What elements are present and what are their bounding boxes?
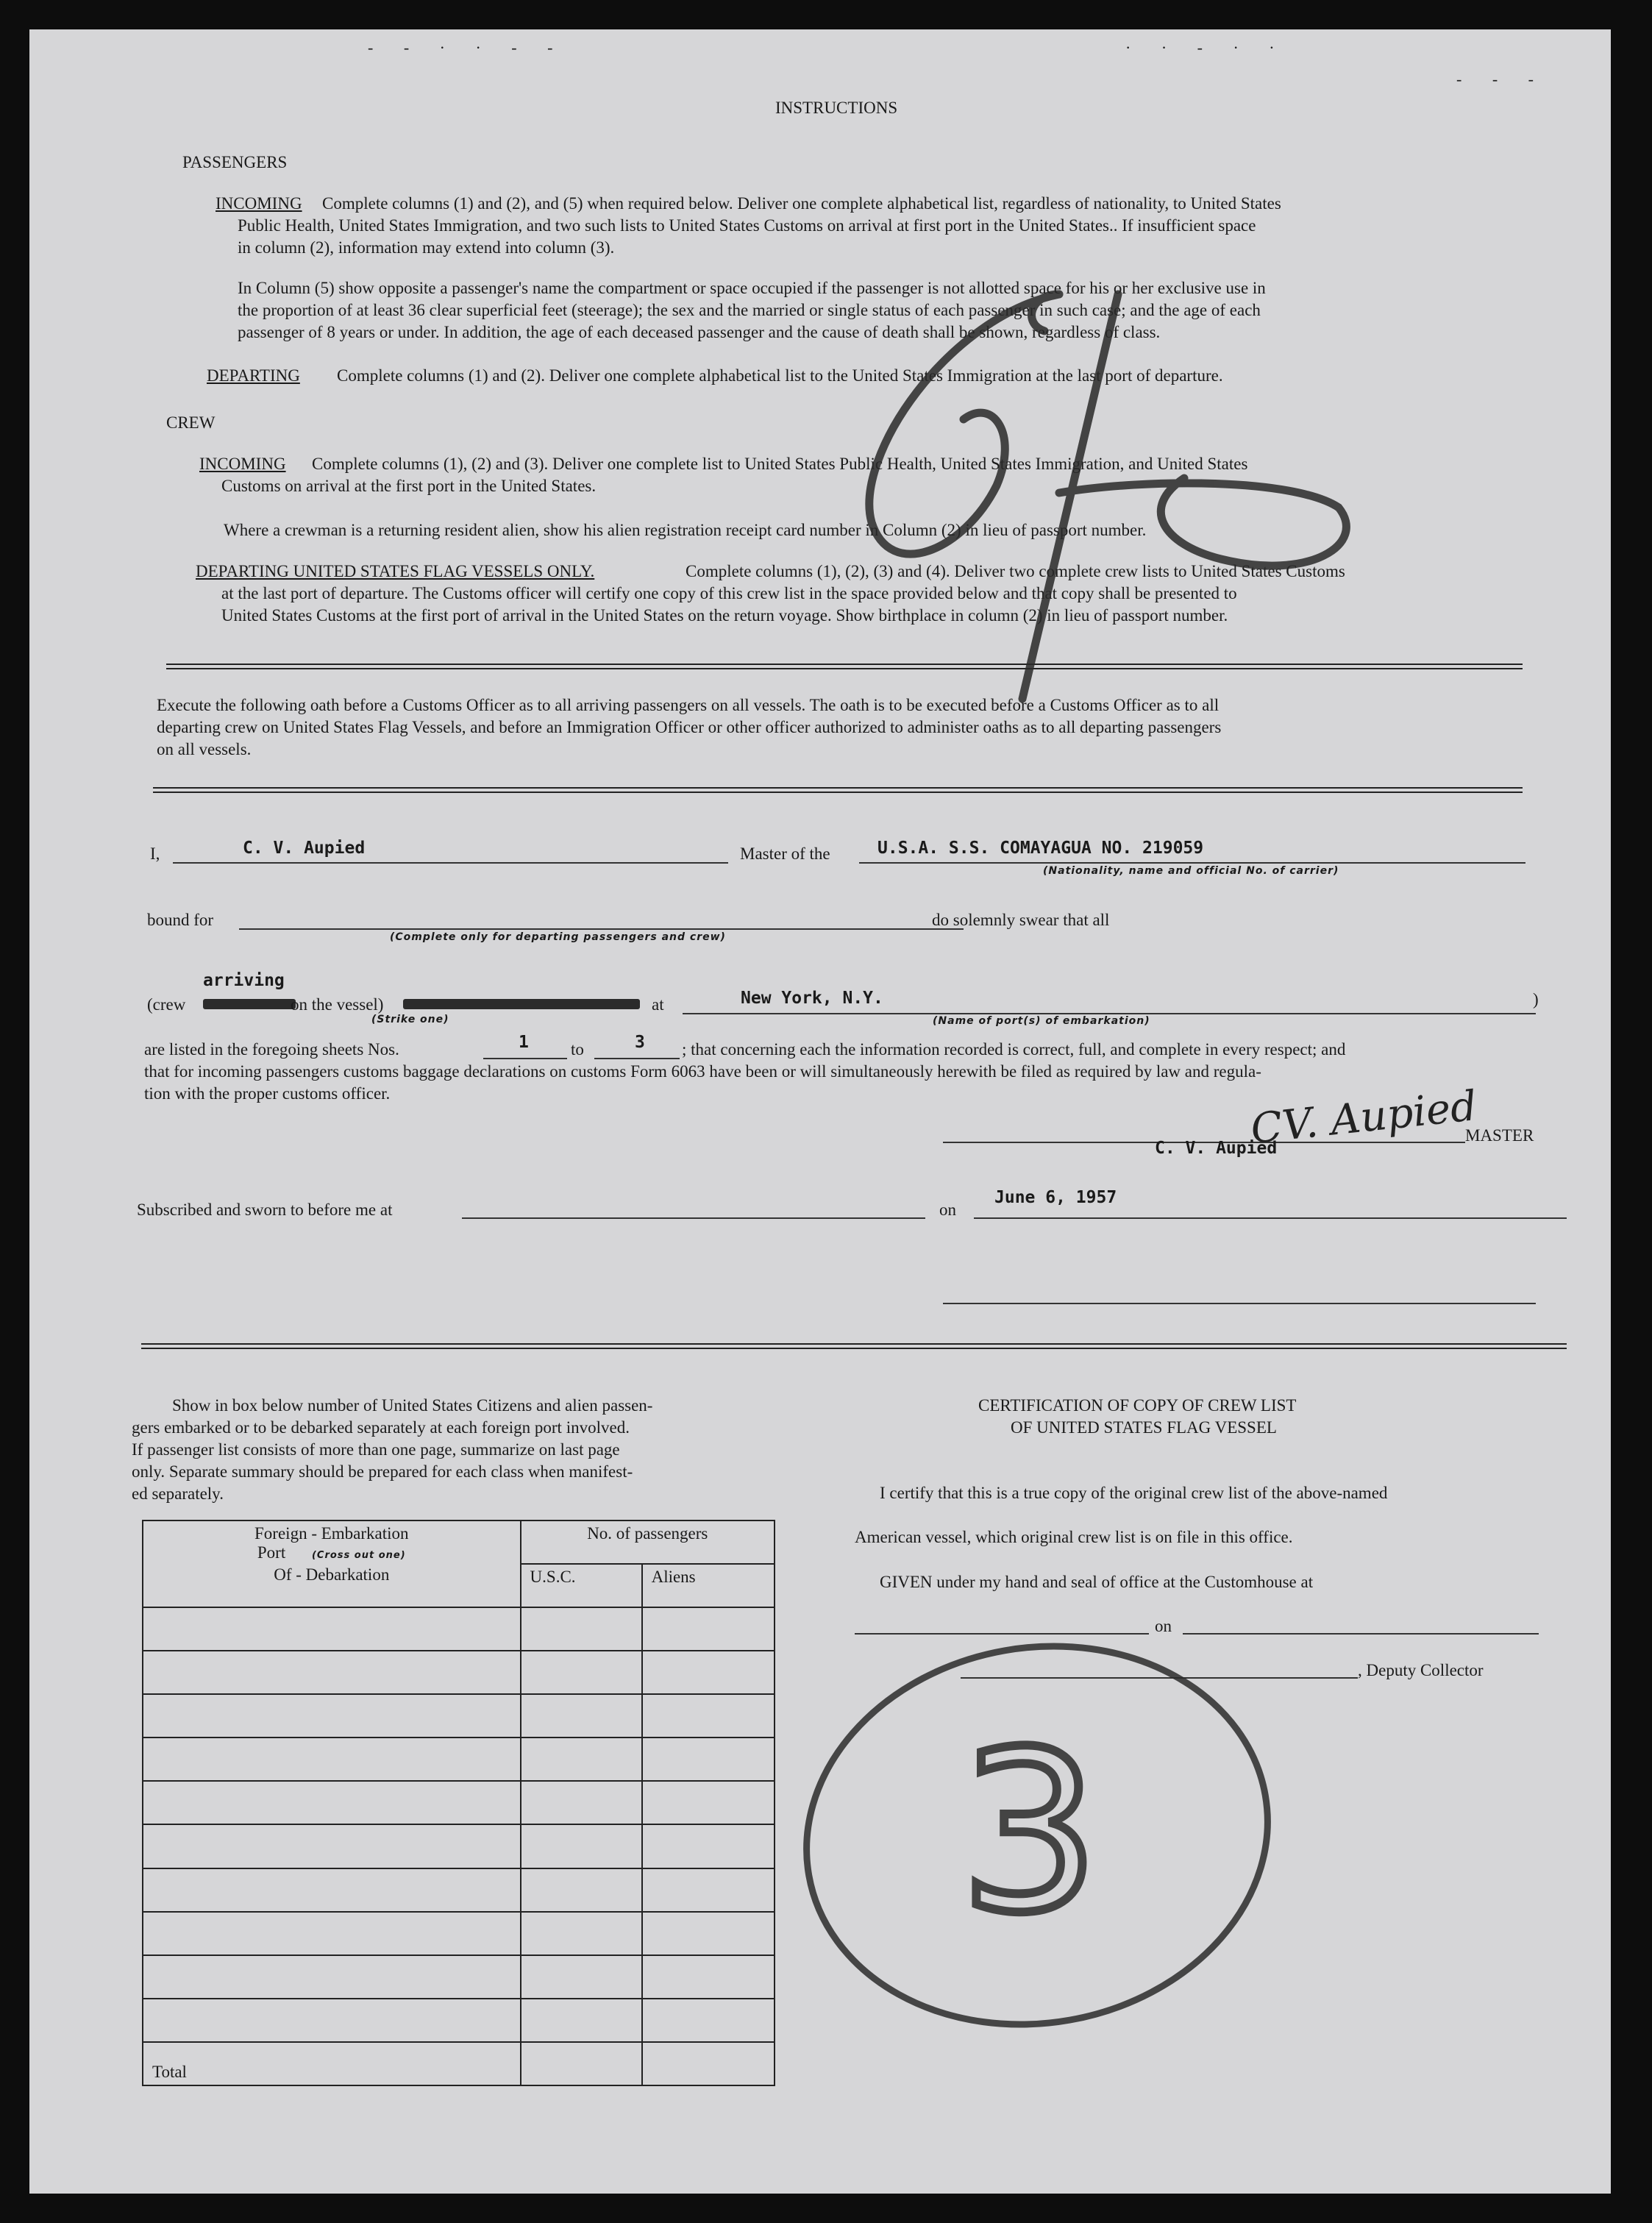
port-cell[interactable]: [143, 1738, 521, 1781]
port-cell[interactable]: [143, 1868, 521, 1912]
subscribed-place-line: [462, 1217, 925, 1219]
summary-row: [143, 1607, 775, 1651]
master-name-value: C. V. Aupied: [243, 839, 366, 858]
close-paren: ): [1533, 990, 1539, 1009]
section-divider: [153, 787, 1523, 793]
port-cell[interactable]: [143, 1607, 521, 1651]
oath-instructions: on all vessels.: [157, 740, 252, 758]
crew-departing-text: United States Customs at the first port of arrival in the United States on the return voyage. Show birthplace in column (2) in lieu of passport number.: [221, 606, 1228, 625]
oath-instructions: Execute the following oath before a Customs Officer as to all arriving passengers on all vessels. The oath is to be executed before a Customs Officer as to all: [157, 696, 1220, 714]
swear-text: do solemnly swear that all: [932, 911, 1110, 929]
listed-text: that for incoming passengers customs baggage declarations on customs Form 6063 have been or will simultaneously herewith be filed as required by law and regula-: [144, 1062, 1261, 1081]
port-cell[interactable]: [143, 1912, 521, 1955]
port-cell[interactable]: [143, 1694, 521, 1738]
port-column-header: [143, 1520, 521, 1607]
passengers-departing-text: Complete columns (1) and (2). Deliver one complete alphabetical list to the United States Immigration at the last port of departure.: [337, 366, 1223, 385]
bound-for-label: bound for: [147, 911, 214, 929]
usc-cell[interactable]: [521, 1824, 642, 1868]
summary-instructions: only. Separate summary should be prepared for each class when manifest-: [132, 1462, 633, 1481]
passengers-departing-label: DEPARTING: [207, 366, 300, 385]
summary-row: [143, 1868, 775, 1912]
crew-resident-text: Where a crewman is a returning resident alien, show his alien registration receipt card number in Column (2) in lieu of passport number.: [224, 521, 1147, 539]
passengers-incoming-text: in column (2), information may extend into column (3).: [238, 238, 615, 257]
summary-row: [143, 1912, 775, 1955]
at-label: at: [652, 995, 664, 1014]
crew-incoming-label: INCOMING: [199, 455, 286, 473]
aliens-cell[interactable]: [642, 1781, 775, 1824]
aliens-cell[interactable]: [642, 1999, 775, 2042]
master-name-line: [173, 862, 728, 864]
port-value: New York, N.Y.: [741, 989, 883, 1008]
aliens-cell[interactable]: [642, 1955, 775, 1999]
crew-prefix: (crew: [147, 995, 186, 1014]
summary-row: [143, 1781, 775, 1824]
on-label: on: [939, 1201, 956, 1219]
aliens-cell[interactable]: [642, 1868, 775, 1912]
section-divider: [141, 1343, 1567, 1349]
certification-title: OF UNITED STATES FLAG VESSEL: [1011, 1418, 1277, 1437]
passengers-incoming-label: INCOMING: [216, 194, 302, 213]
scan-dots: · · - · ·: [1125, 38, 1288, 57]
bound-caption: (Complete only for departing passengers and crew): [390, 931, 726, 943]
handwritten-initials-mark: [839, 235, 1368, 706]
struck-word: [403, 999, 640, 1009]
certification-title: CERTIFICATION OF COPY OF CREW LIST: [978, 1396, 1297, 1415]
strike-caption: (Strike one): [371, 1014, 449, 1025]
total-aliens-cell[interactable]: [642, 2042, 775, 2085]
vessel-value: U.S.A. S.S. COMAYAGUA NO. 219059: [877, 839, 1204, 858]
aliens-cell[interactable]: [642, 1607, 775, 1651]
date-value: June 6, 1957: [994, 1188, 1117, 1207]
passengers-incoming-text: Public Health, United States Immigration, and two such lists to United States Customs on arrival at first port in the United States.. If insufficient space: [238, 216, 1256, 235]
aliens-cell[interactable]: [642, 1912, 775, 1955]
port-header-note: (Cross out one): [311, 1550, 406, 1561]
usc-cell[interactable]: [521, 1651, 642, 1694]
summary-instructions: ed separately.: [132, 1484, 224, 1503]
summary-row: [143, 1999, 775, 2042]
summary-row: [143, 1651, 775, 1694]
port-header-line3: Of - Debarkation: [274, 1565, 390, 1584]
summary-row: [143, 1824, 775, 1868]
port-cell[interactable]: [143, 1999, 521, 2042]
sheet-to-line: [594, 1058, 680, 1059]
column5-text: In Column (5) show opposite a passenger's name the compartment or space occupied if the passenger is not allotted space for his or her exclusive use in: [238, 279, 1266, 297]
port-cell[interactable]: [143, 1651, 521, 1694]
customhouse-line: [855, 1633, 1149, 1635]
handwritten-signature: CV. Aupied: [1248, 1082, 1479, 1153]
scan-dots: - - · · - -: [368, 38, 566, 57]
usc-cell[interactable]: [521, 1607, 642, 1651]
port-caption: (Name of port(s) of embarkation): [933, 1015, 1150, 1027]
sheet-to-value: 3: [635, 1033, 645, 1052]
usc-cell[interactable]: [521, 1912, 642, 1955]
usc-cell[interactable]: [521, 1999, 642, 2042]
crew-departing-text: Complete columns (1), (2), (3) and (4). Deliver two complete crew lists to United States Customs: [686, 562, 1345, 580]
crew-incoming-text: Customs on arrival at the first port in the United States.: [221, 477, 597, 495]
document-page: [29, 29, 1611, 2194]
listed-text: tion with the proper customs officer.: [144, 1084, 391, 1103]
crew-incoming-text: Complete columns (1), (2) and (3). Deliver one complete list to United States Public Health, United States Immigration, and United States: [312, 455, 1248, 473]
aliens-cell[interactable]: [642, 1651, 775, 1694]
port-cell[interactable]: [143, 1955, 521, 1999]
listed-text: ; that concerning each the information recorded is correct, full, and complete in every respect; and: [682, 1040, 1346, 1059]
usc-cell[interactable]: [521, 1738, 642, 1781]
summary-row: [143, 1694, 775, 1738]
port-line: [683, 1013, 1536, 1014]
bound-for-line: [239, 928, 964, 930]
port-header-line1: Foreign - Embarkation: [254, 1524, 409, 1543]
oath-instructions: departing crew on United States Flag Vessels, and before an Immigration Officer or other officer authorized to administer oaths as to all departing passengers: [157, 718, 1222, 736]
scan-dots: - - -: [1456, 70, 1547, 88]
certification-text: I certify that this is a true copy of the original crew list of the above-named: [880, 1484, 1388, 1502]
usc-cell[interactable]: [521, 1868, 642, 1912]
on-vessel-text: on the vessel): [291, 995, 384, 1014]
summary-instructions: Show in box below number of United States Citizens and alien passen-: [172, 1396, 653, 1415]
vessel-line: [859, 862, 1525, 864]
port-cell[interactable]: [143, 1824, 521, 1868]
total-usc-cell[interactable]: [521, 2042, 642, 2085]
certification-text: American vessel, which original crew list is on file in this office.: [855, 1528, 1293, 1546]
summary-row: [143, 1738, 775, 1781]
column5-text: the proportion of at least 36 clear superficial feet (steerage); the sex and the married or single status of each passenger in such case; and the age of each: [238, 301, 1261, 319]
signature-typed: C. V. Aupied: [1155, 1139, 1278, 1158]
usc-cell[interactable]: [521, 1955, 642, 1999]
crew-departing-label: DEPARTING UNITED STATES FLAG VESSELS ONLY.: [196, 562, 595, 580]
total-label: Total: [143, 2042, 521, 2085]
passengers-heading: PASSENGERS: [182, 153, 288, 171]
sheet-from-line: [483, 1058, 567, 1059]
aliens-cell[interactable]: [642, 1824, 775, 1868]
column5-text: passenger of 8 years or under. In addition, the age of each deceased passenger and the cause of death shall be shown, regardless of class.: [238, 323, 1161, 341]
usc-cell[interactable]: [521, 1694, 642, 1738]
usc-cell[interactable]: [521, 1781, 642, 1824]
date-line: [974, 1217, 1567, 1219]
officer-line: [943, 1303, 1536, 1304]
arriving-typed: arriving: [203, 971, 285, 990]
summary-instructions: gers embarked or to be debarked separately at each foreign port involved.: [132, 1418, 630, 1437]
sheet-from-value: 1: [519, 1033, 529, 1052]
certification-text: GIVEN under my hand and seal of office at the Customhouse at: [880, 1573, 1314, 1591]
master-label: MASTER: [1465, 1126, 1534, 1145]
master-of-label: Master of the: [740, 844, 830, 863]
circled-number-mark: [794, 1637, 1280, 2034]
passenger-summary-table: [142, 1520, 775, 2086]
crew-heading: CREW: [166, 413, 216, 432]
aliens-column-header: Aliens: [642, 1564, 775, 1607]
port-header-line2: Port: [257, 1543, 286, 1562]
certification-on-label: on: [1155, 1617, 1172, 1635]
certification-date-line: [1183, 1633, 1539, 1635]
passengers-column-header: No. of passengers: [521, 1520, 775, 1564]
struck-word: [203, 999, 296, 1009]
circled-number: 3: [959, 1704, 1100, 1961]
page-title: INSTRUCTIONS: [775, 99, 898, 117]
vessel-caption: (Nationality, name and official No. of carrier): [1043, 865, 1339, 877]
summary-instructions: If passenger list consists of more than one page, summarize on last page: [132, 1440, 620, 1459]
to-label: to: [571, 1040, 584, 1059]
listed-text: are listed in the foregoing sheets Nos.: [144, 1040, 399, 1059]
usc-column-header: U.S.C.: [521, 1564, 642, 1607]
passengers-incoming-text: Complete columns (1) and (2), and (5) when required below. Deliver one complete alphabetical list, regardless of nationality, to United States: [322, 194, 1281, 213]
summary-row: [143, 1955, 775, 1999]
deputy-label: , Deputy Collector: [1358, 1661, 1484, 1679]
port-cell[interactable]: [143, 1781, 521, 1824]
subscribed-label: Subscribed and sworn to before me at: [137, 1201, 393, 1219]
crew-departing-text: at the last port of departure. The Customs officer will certify one copy of this crew list in the space provided below and that copy shall be presented to: [221, 584, 1237, 602]
oath-i-label: I,: [150, 844, 160, 863]
aliens-cell[interactable]: [642, 1738, 775, 1781]
aliens-cell[interactable]: [642, 1694, 775, 1738]
